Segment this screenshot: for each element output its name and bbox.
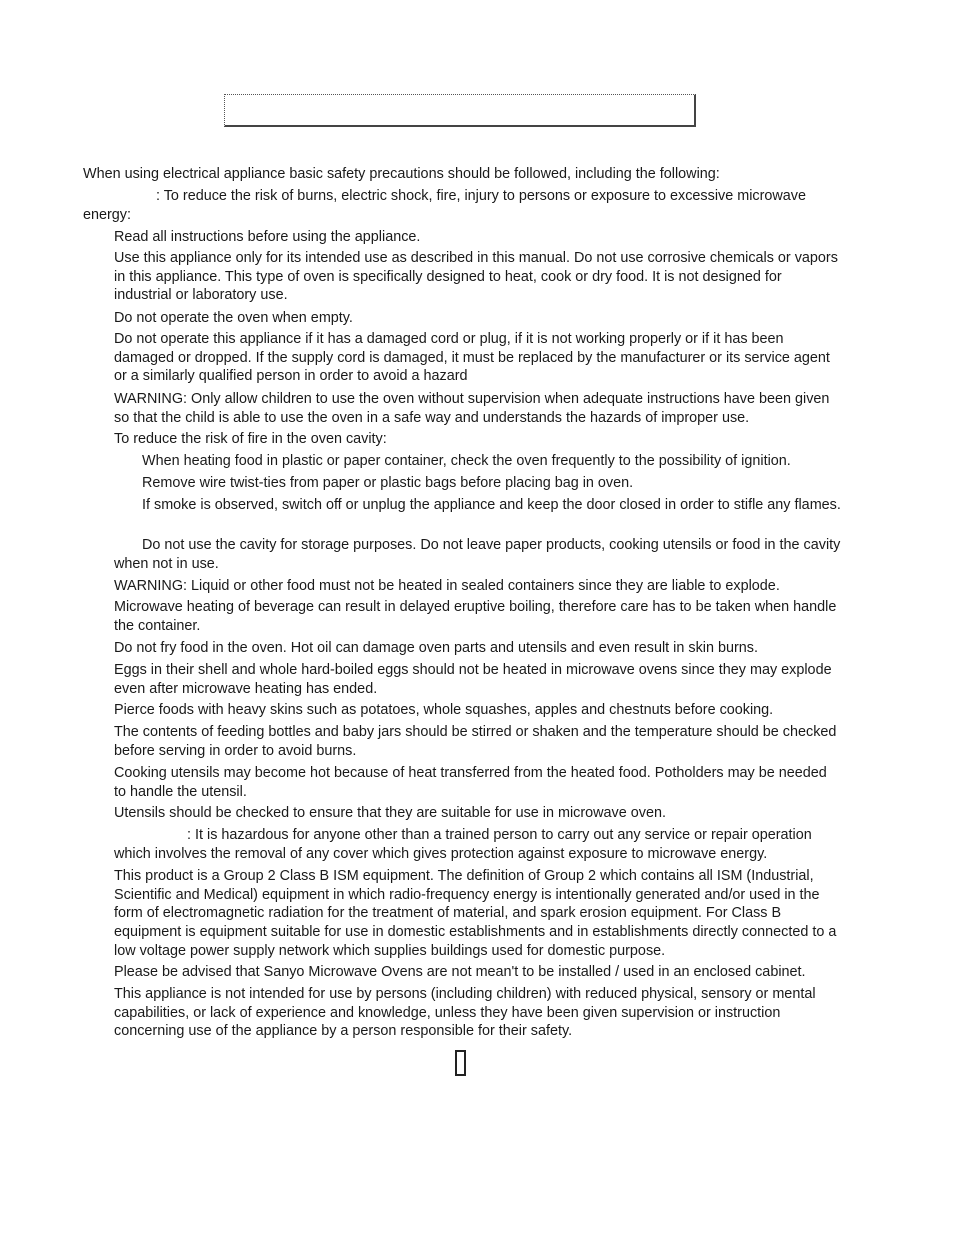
list-item: This appliance is not intended for use by persons (including children) with reduced physical, sensory or mental capabilities, or lack of experience and knowledge, unless they have been given supervision or instruction concerning use of the appliance by a person responsible for their safety.: [114, 986, 816, 1040]
list-item: This product is a Group 2 Class B ISM equipment. The definition of Group 2 which contains all ISM (Industrial, Scientific and Medical) equipment in which radio-frequency energy is intentionally generated and/or used in the form of electromagnetic radiation for the treatment of material, and spark erosion equipment. For Class B equipment is equipment suitable for use in domestic establishments and in establishments directly connected to a low voltage power supply network which supplies buildings used for domestic purpose.: [114, 868, 837, 959]
list-item: Eggs in their shell and whole hard-boiled eggs should not be heated in microwave ovens since they may explode even after microwave heating has ended.: [114, 662, 832, 697]
fire-list-item: When heating food in plastic or paper container, check the oven frequently to the possibility of ignition.: [142, 453, 791, 469]
list-item: Microwave heating of beverage can result in delayed eruptive boiling, therefore care has to be taken when handle the container.: [114, 599, 837, 634]
list-item: Read all instructions before using the appliance.: [114, 229, 421, 245]
list-item: Cooking utensils may become hot because of heat transferred from the heated food. Potholders may be needed to handle the utensil.: [114, 765, 827, 800]
fire-list-item: Do not use the cavity for storage purposes. Do not leave paper products, cooking utensils or food in the cavity when not in use.: [114, 537, 841, 572]
list-item: Pierce foods with heavy skins such as potatoes, whole squashes, apples and chestnuts before cooking.: [114, 702, 774, 718]
list-item: Do not fry food in the oven. Hot oil can damage oven parts and utensils and even result in skin burns.: [114, 640, 758, 656]
list-item: The contents of feeding bottles and baby jars should be stirred or shaken and the temperature should be checked before serving in order to avoid burns.: [114, 724, 837, 759]
fire-list-item: If smoke is observed, switch off or unplug the appliance and keep the door closed in order to stifle any flames.: [142, 497, 841, 513]
warning-line: : To reduce the risk of burns, electric shock, fire, injury to persons or exposure to excessive microwave energy:: [83, 188, 806, 223]
list-item: Use this appliance only for its intended use as described in this manual. Do not use corrosive chemicals or vapors in this appliance. This type of oven is specifically designed to heat, cook or dry food. It is not designed for industrial or laboratory use.: [114, 250, 838, 304]
list-item: Do not operate this appliance if it has a damaged cord or plug, if it is not working properly or if it has been damaged or dropped. If the supply cord is damaged, it must be replaced by the manufacturer or its service agent or a similarly qualified person in order to avoid a hazard: [114, 331, 830, 385]
page-number-box: [455, 1050, 466, 1076]
list-item: Utensils should be checked to ensure that they are suitable for use in microwave oven.: [114, 805, 666, 821]
fire-list-item: Remove wire twist-ties from paper or plastic bags before placing bag in oven.: [142, 475, 634, 491]
caution-service: : It is hazardous for anyone other than a trained person to carry out any service or repair operation which involves the removal of any cover which gives protection against exposure to microwave energy.: [114, 827, 812, 862]
intro-text: When using electrical appliance basic safety precautions should be followed, including the following:: [83, 166, 720, 182]
list-item: To reduce the risk of fire in the oven cavity:: [114, 431, 387, 447]
list-item: Please be advised that Sanyo Microwave Ovens are not mean't to be installed / used in an enclosed cabinet.: [114, 964, 806, 980]
title-box: [224, 94, 696, 127]
list-item: WARNING: Liquid or other food must not be heated in sealed containers since they are liable to explode.: [114, 578, 780, 594]
list-item: Do not operate the oven when empty.: [114, 310, 353, 326]
list-item: WARNING: Only allow children to use the oven without supervision when adequate instructions have been given so that the child is able to use the oven in a safe way and understands the hazards of improper use.: [114, 391, 830, 426]
